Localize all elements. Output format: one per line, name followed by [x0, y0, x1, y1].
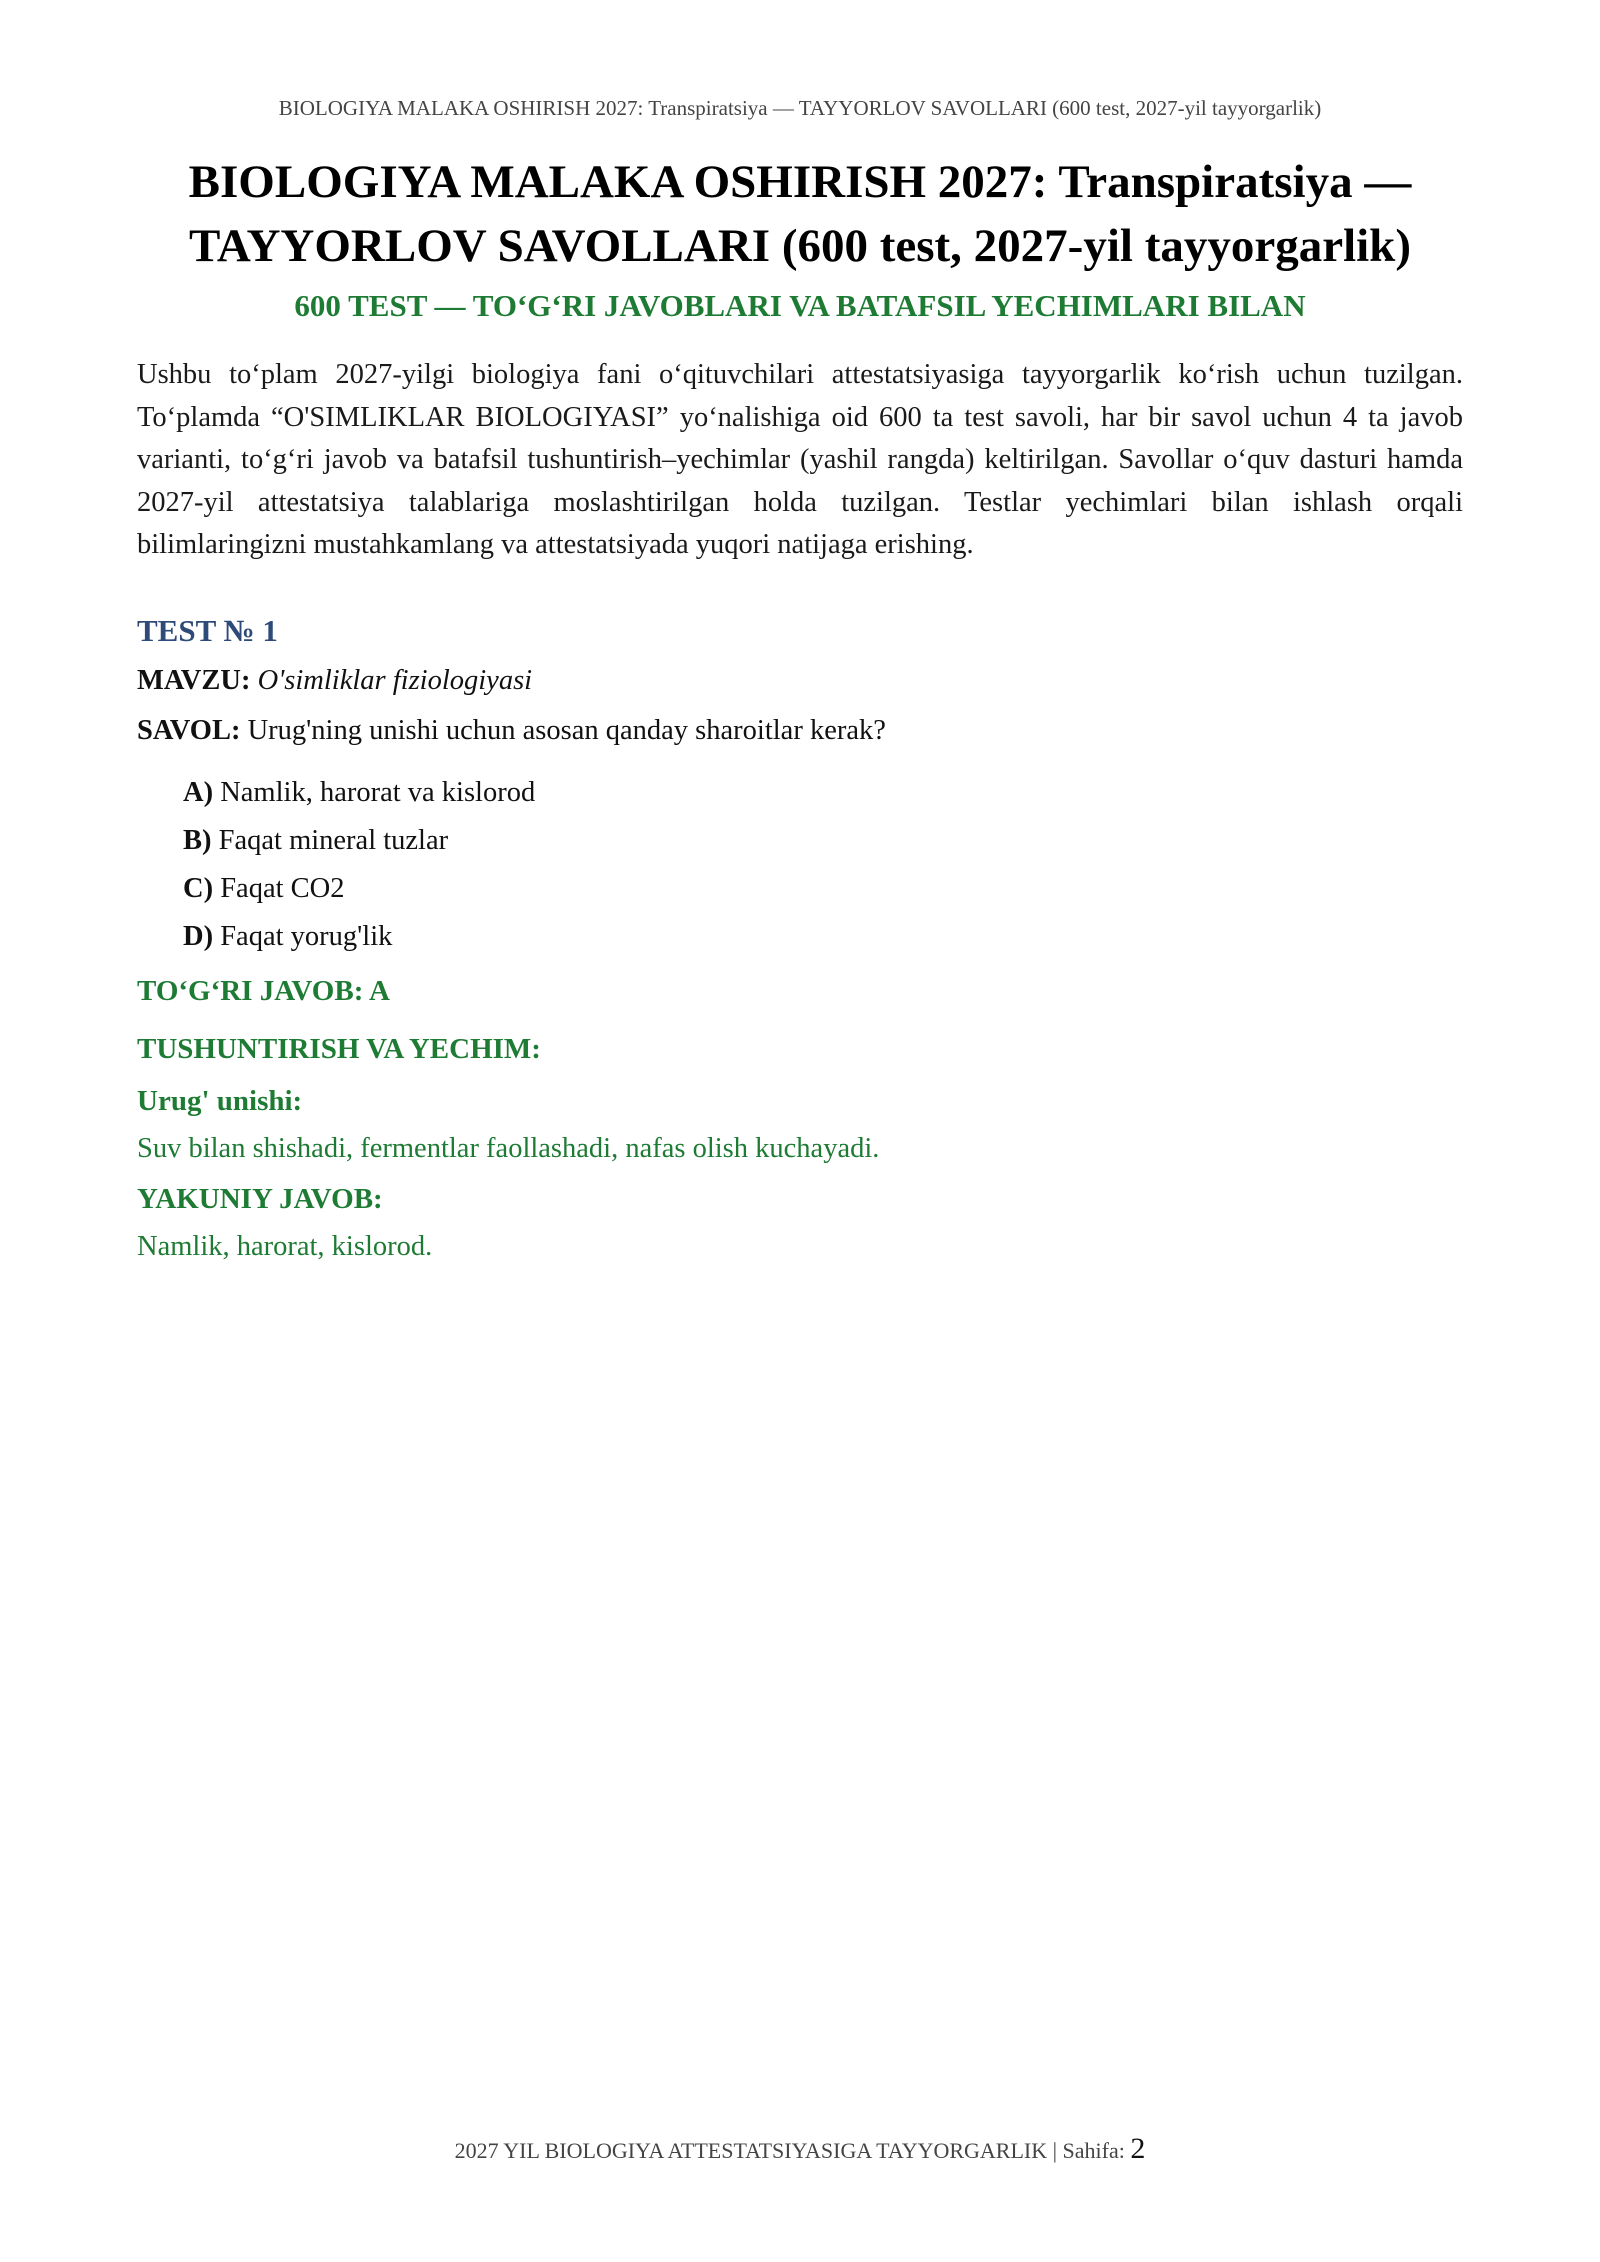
- option-letter: C): [183, 872, 214, 904]
- question-label: SAVOL:: [137, 714, 241, 746]
- option-text: Namlik, harorat va kislorod: [220, 776, 536, 808]
- document-title: [137, 150, 1463, 278]
- option-text: Faqat yorug'lik: [220, 920, 393, 952]
- footer-separator: |: [1052, 2138, 1058, 2163]
- intro-paragraph: Ushbu to‘plam 2027-yilgi biologiya fani o‘qituvchilari attestatsiyasiga tayyorgarlik ko‘rish uchun tuzilgan. To‘plamda “O'SIMLIKLAR BIOLOGIYASI” yo‘nalishiga oid 600 ta test savoli, har bir savol uchun 4 ta javob varianti, to‘g‘ri javob va batafsil tushuntirish–yechimlar (yashil rangda) keltirilgan. Savollar o‘quv dasturi hamda 2027-yil attestatsiya talablariga moslashtirilgan holda tuzilgan. Testlar yechimlari bilan ishlash orqali bilimlaringizni mustahkamlang va attestatsiyada yuqori natijaga erishing.: [137, 359, 1463, 560]
- option-text: Faqat CO2: [220, 872, 345, 904]
- page-label: Sahifa:: [1062, 2138, 1125, 2163]
- page-number: 2: [1130, 2132, 1146, 2165]
- running-header: BIOLOGIYA MALAKA OSHIRISH 2027: Transpiratsiya — TAYYORLOV SAVOLLARI (600 test, 2027-yil tayyorgarlik): [278, 96, 1322, 120]
- topic-label: MAVZU:: [137, 664, 251, 696]
- running-footer: [0, 2132, 1600, 2166]
- option-b: [183, 817, 1463, 865]
- correct-answer: TO‘G‘RI JAVOB: A: [137, 974, 390, 1007]
- option-a: [183, 769, 1463, 817]
- page-content: [137, 150, 1463, 1267]
- final-answer-text: Namlik, harorat, kislorod.: [137, 1230, 433, 1262]
- document-title-line-1: BIOLOGIYA MALAKA OSHIRISH 2027: Transpiratsiya —: [188, 156, 1412, 208]
- document-subtitle: 600 TEST — TO‘G‘RI JAVOBLARI VA BATAFSIL YECHIMLARI BILAN: [294, 288, 1306, 323]
- explanation-text: Suv bilan shishadi, fermentlar faollashadi, nafas olish kuchayadi.: [137, 1132, 880, 1164]
- test-heading: TEST № 1: [137, 612, 278, 648]
- footer-text: 2027 YIL BIOLOGIYA ATTESTATSIYASIGA TAYYORGARLIK: [454, 2138, 1048, 2163]
- option-c: [183, 865, 1463, 913]
- option-letter: D): [183, 920, 214, 952]
- option-d: [183, 913, 1463, 961]
- topic-line: [137, 661, 1463, 701]
- option-letter: B): [183, 824, 212, 856]
- answer-options: [183, 769, 1463, 961]
- topic-value: O'simliklar fiziologiyasi: [257, 664, 533, 696]
- document-title-line-2: TAYYORLOV SAVOLLARI (600 test, 2027-yil tayyorgarlik): [189, 220, 1411, 272]
- explanation-subheading: Urug' unishi:: [137, 1084, 303, 1117]
- final-answer-heading: YAKUNIY JAVOB:: [137, 1182, 383, 1215]
- question-line: [137, 711, 1463, 751]
- option-text: Faqat mineral tuzlar: [218, 824, 449, 856]
- question-text: Urug'ning unishi uchun asosan qanday sharoitlar kerak?: [247, 714, 886, 746]
- option-letter: A): [183, 776, 214, 808]
- explanation-heading: TUSHUNTIRISH VA YECHIM:: [137, 1032, 541, 1065]
